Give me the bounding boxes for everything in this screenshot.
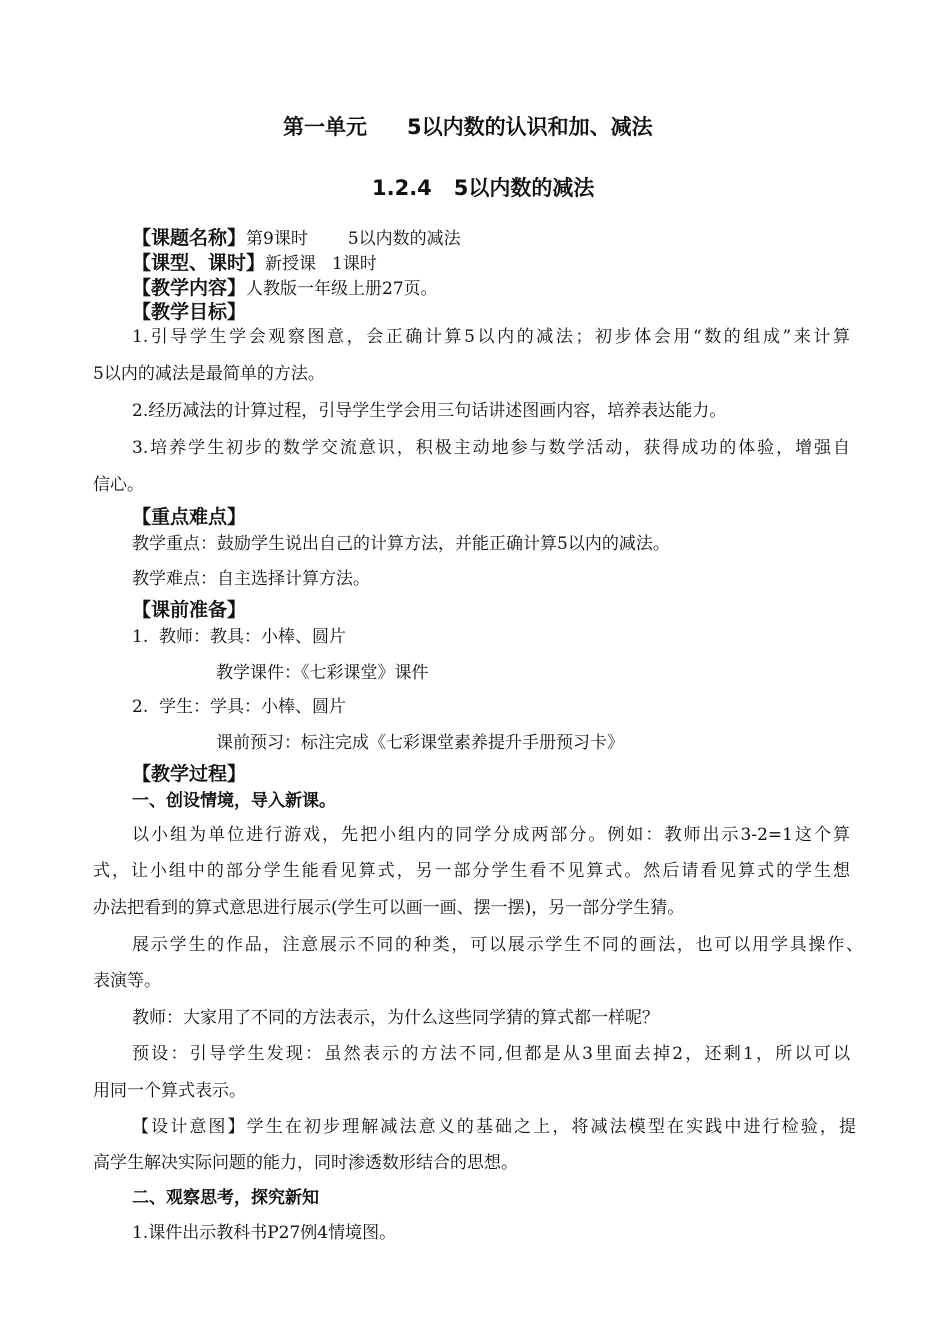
- para-2-line-2: 表演等。: [93, 971, 161, 991]
- goal-3-line-1: 3.培养学生初步的数学交流意识，积极主动地参与数学活动，获得成功的体验，增强自: [132, 438, 850, 458]
- content-label: 【教学内容】: [132, 277, 247, 299]
- para-6: 1.课件出示教科书P27例4情境图。: [132, 1223, 397, 1243]
- goal-3-line-2: 信心。: [93, 475, 144, 495]
- difficulty-point: 教学难点：自主选择计算方法。: [132, 569, 370, 589]
- para-5-line-2: 高学生解决实际问题的能力，同时渗透数形结合的思想。: [93, 1153, 518, 1173]
- unit-label: 第一单元: [283, 115, 367, 139]
- para-2-line-1: 展示学生的作品，注意展示不同的种类，可以展示学生不同的画法，也可以用学具操作、: [132, 935, 863, 955]
- section-number: 1.2.4: [372, 176, 432, 200]
- para-1-line-1: 以小组为单位进行游戏，先把小组内的同学分成两部分。例如：教师出示3-2=1这个算: [132, 825, 850, 845]
- para-4-line-1: 预设：引导学生发现：虽然表示的方法不同,但都是从3里面去掉2，还剩1，所以可以: [132, 1044, 850, 1064]
- unit-title: 5以内数的认识和加、减法: [407, 115, 653, 139]
- part-2-title: 二、观察思考，探究新知: [132, 1188, 319, 1208]
- content-value: 人教版一年级上册27页。: [246, 279, 438, 299]
- para-5-line-1: 【设计意图】学生在初步理解减法意义的基础之上，将减法模型在实践中进行检验，提: [132, 1117, 856, 1137]
- prep-label: 【课前准备】: [132, 599, 247, 621]
- goal-1-line-1: 1.引导学生学会观察图意，会正确计算5以内的减法；初步体会用“数的组成”来计算: [132, 327, 850, 347]
- prep-student-line-2: 课前预习：标注完成《七彩课堂素养提升手册预习卡》: [216, 733, 624, 753]
- prep-student-line-1: 2. 学生：学具：小棒、圆片: [132, 697, 347, 717]
- section-title: 5以内数的减法: [453, 176, 595, 200]
- goals-label: 【教学目标】: [132, 301, 247, 323]
- type-line: [132, 252, 377, 275]
- type-label: 【课型、课时】: [132, 252, 266, 274]
- para-1-line-3: 办法把看到的算式意思进行展示(学生可以画一画、摆一摆)，另一部分学生猜。: [93, 898, 685, 918]
- para-1-line-2: 式，让小组中的部分学生能看见算式，另一部分学生看不见算式。然后请看见算式的学生想: [93, 861, 850, 881]
- process-label: 【教学过程】: [132, 763, 247, 785]
- topic-value-b: 5以内数的减法: [347, 229, 461, 249]
- para-4-line-2: 用同一个算式表示。: [93, 1081, 246, 1101]
- content-line: [132, 277, 438, 300]
- unit-heading: [283, 113, 653, 141]
- type-value-a: 新授课: [265, 254, 317, 274]
- type-value-b: 1课时: [332, 254, 377, 274]
- key-point: 教学重点：鼓励学生说出自己的计算方法，并能正确计算5以内的减法。: [132, 534, 670, 554]
- prep-teacher-line-2: 教学课件：《七彩课堂》课件: [216, 663, 429, 683]
- key-points-label: 【重点难点】: [132, 506, 247, 528]
- topic-line: [132, 227, 461, 250]
- para-3: 教师：大家用了不同的方法表示，为什么这些同学猜的算式都一样呢？: [132, 1008, 659, 1028]
- topic-label: 【课题名称】: [132, 227, 247, 249]
- section-heading: [372, 174, 594, 202]
- prep-teacher-line-1: 1. 教师：教具：小棒、圆片: [132, 627, 347, 647]
- goal-1-line-2: 5以内的减法是最简单的方法。: [93, 364, 325, 384]
- topic-value-a: 第9课时: [246, 229, 308, 249]
- goal-2: 2.经历减法的计算过程，引导学生学会用三句话讲述图画内容，培养表达能力。: [132, 401, 727, 421]
- part-1-title: 一、创设情境，导入新课。: [132, 791, 336, 811]
